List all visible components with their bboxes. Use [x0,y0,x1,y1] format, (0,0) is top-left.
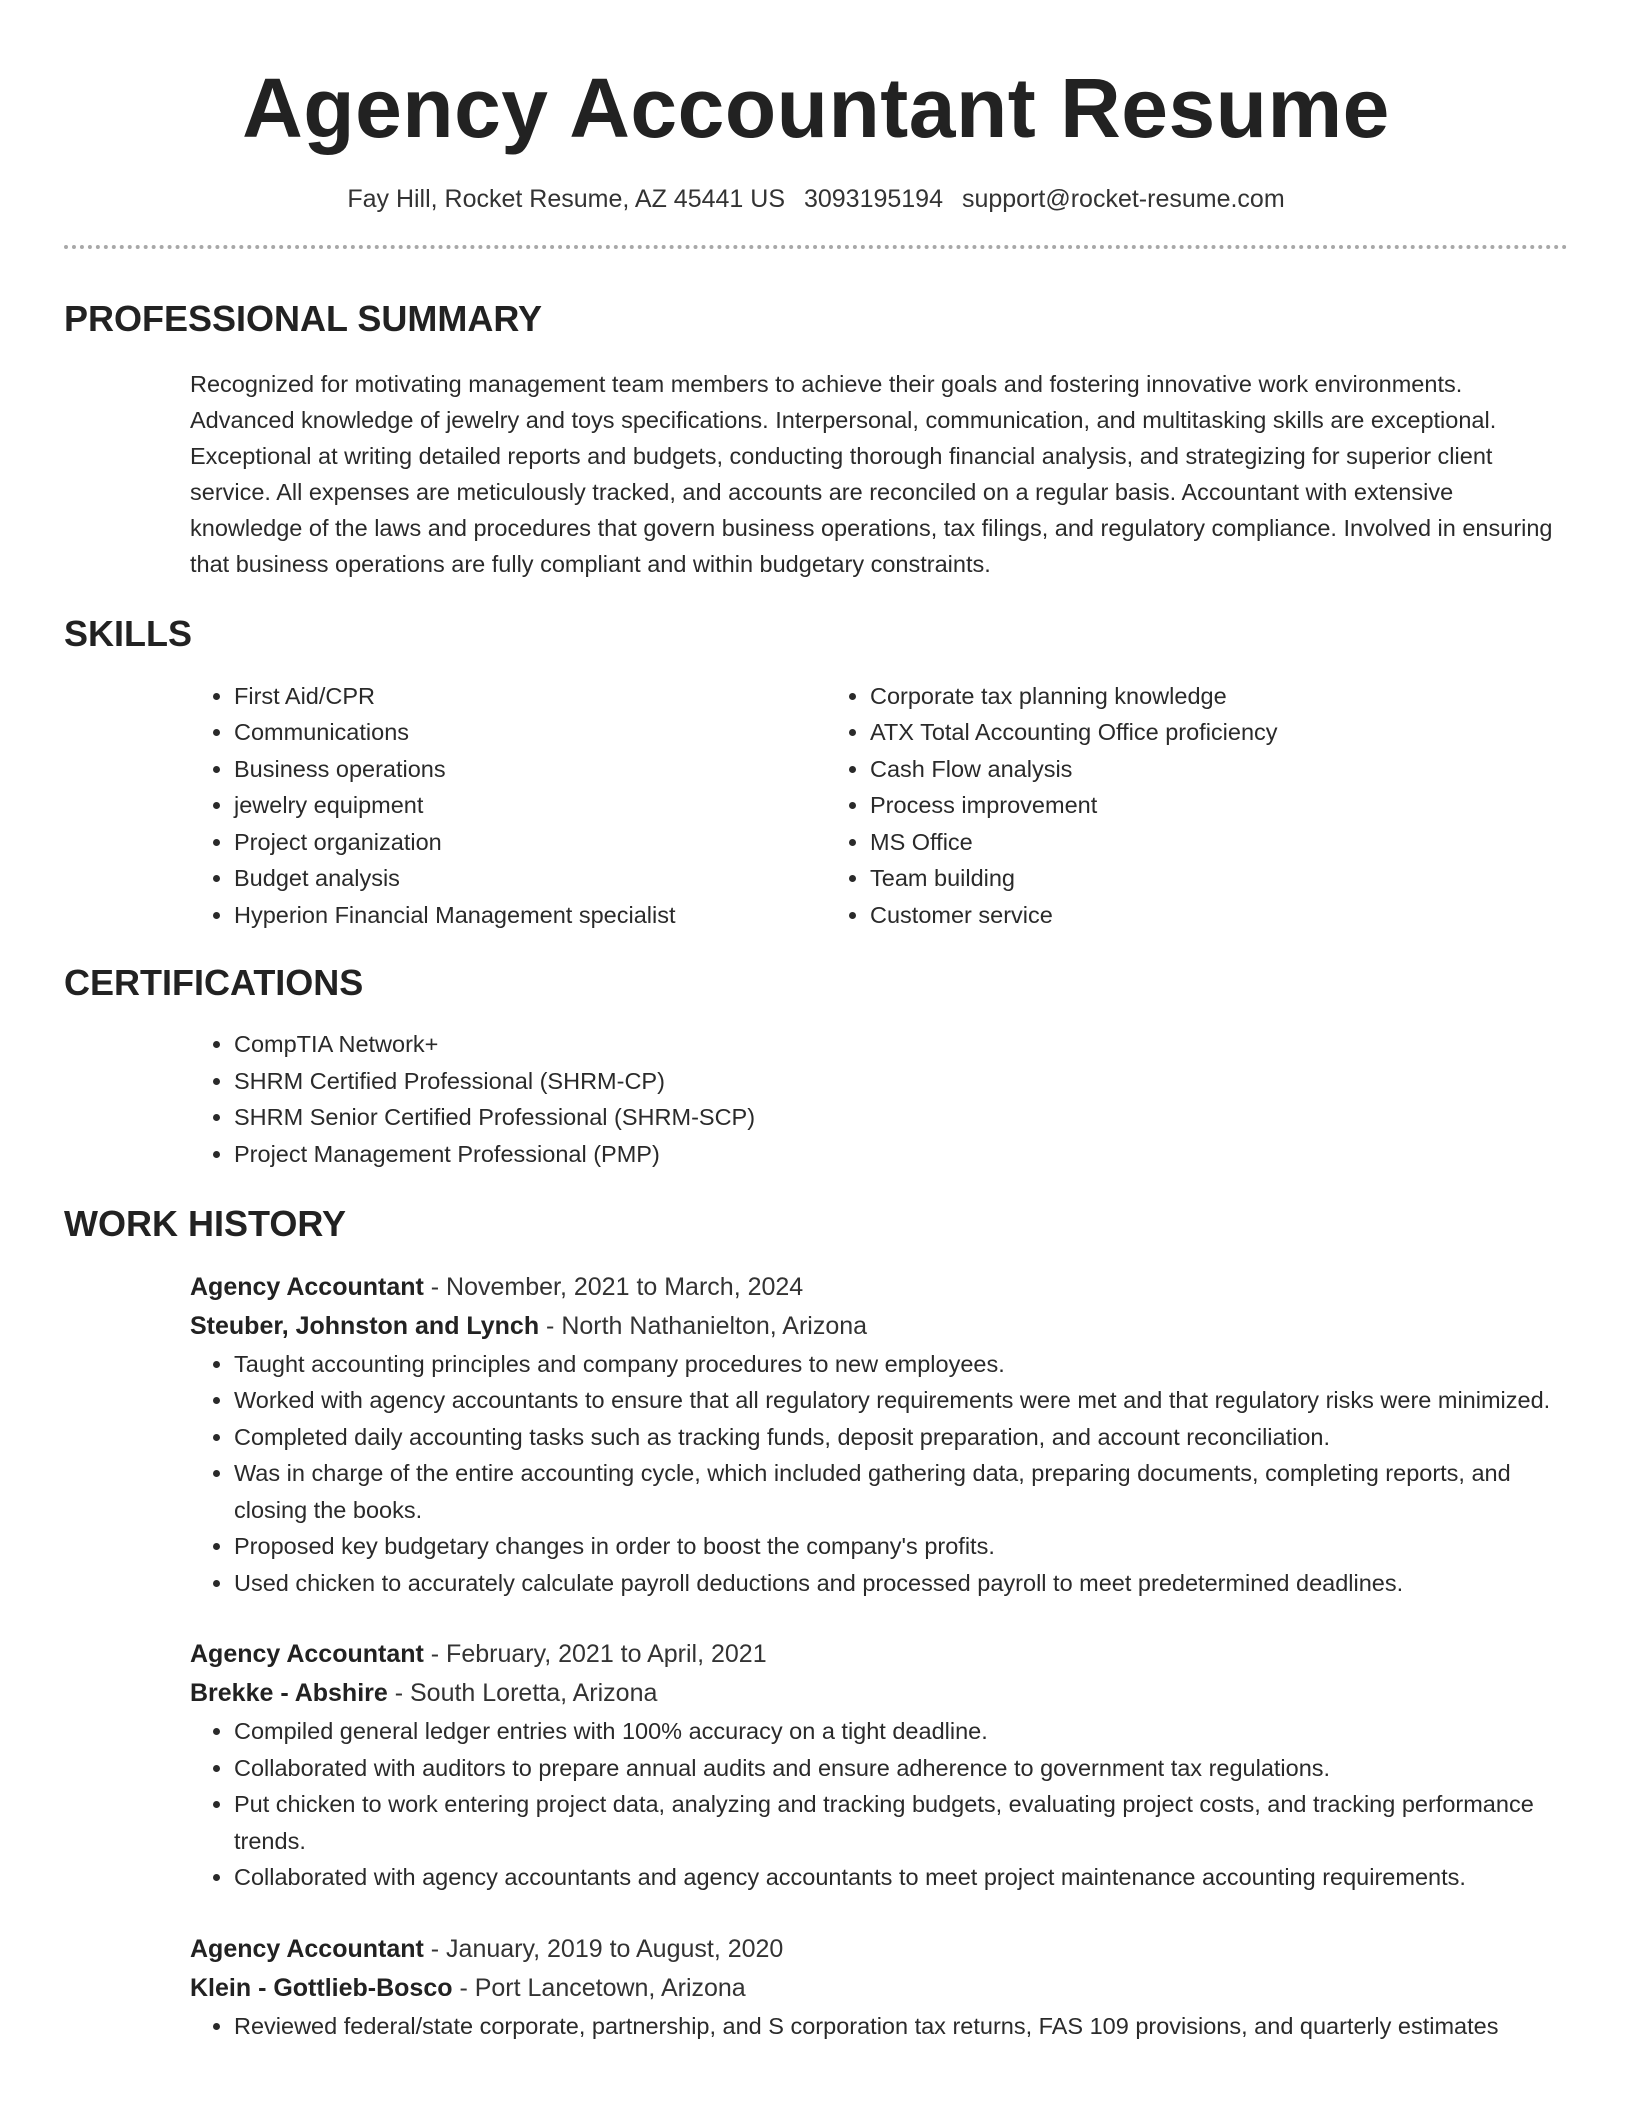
list-item: • ATX Total Accounting Office proficiency [870,714,1462,751]
job-bullets [190,1346,1568,1602]
certifications-section [64,961,1568,1172]
skills-section [64,612,1568,933]
list-item: • Communications [234,714,826,751]
job-title: Agency Accountant [190,1934,424,1963]
job-title-line [190,1635,1568,1674]
skills-right-list [826,678,1462,934]
job-dates: - January, 2019 to August, 2020 [423,1934,784,1963]
header-divider [64,245,1568,249]
list-item: • Project organization [234,824,826,861]
job-title-line [190,1930,1568,1969]
job-dates: - February, 2021 to April, 2021 [423,1640,767,1669]
skills-heading: SKILLS [64,613,193,655]
list-item: • Hyperion Financial Management specialist [234,897,826,934]
job-company: Klein - Gottlieb-Bosco [190,1973,453,2002]
summary-heading: PROFESSIONAL SUMMARY [64,298,543,340]
job-company-line [190,1674,1568,1713]
list-item: • Compiled general ledger entries with 100% accuracy on a tight deadline. [234,1713,1568,1750]
list-item: • SHRM Senior Certified Professional (SHRM-SCP) [234,1099,1568,1136]
list-item: • Put chicken to work entering project data, analyzing and tracking budgets, evaluating project costs, and tracking performance trends. [234,1786,1568,1859]
list-item: • SHRM Certified Professional (SHRM-CP) [234,1063,1568,1100]
list-item: • Proposed key budgetary changes in order to boost the company's profits. [234,1528,1568,1565]
job-location: - Port Lancetown, Arizona [452,1973,746,2002]
job-entry [190,1268,1568,1602]
job-title: Agency Accountant [190,1272,424,1301]
summary-text: Recognized for motivating management team members to achieve their goals and fostering innovative work environments. Advanced knowledge of jewelry and toys specifications. Interpersonal, communication, and multitasking skills are exceptional. Exceptional at writing detailed reports and budgets, conducting thorough financial analysis, and strategizing for superior client service. All expenses are meticulously tracked, and accounts are reconciled on a regular basis. Accountant with extensive knowledge of the laws and procedures that govern business operations, tax filings, and regulatory compliance. Involved in ensuring that business operations are fully compliant and within budgetary constraints. [190,371,1553,578]
summary-section [64,297,1568,582]
list-item: • Collaborated with agency accountants and agency accountants to meet project maintenance accounting requirements. [234,1859,1568,1896]
job-company: Brekke - Abshire [190,1679,388,1708]
list-item: • Used chicken to accurately calculate payroll deductions and processed payroll to meet predetermined deadlines. [234,1565,1568,1602]
job-entry [190,1930,1568,2045]
job-dates: - November, 2021 to March, 2024 [423,1272,804,1301]
list-item: • Process improvement [870,787,1462,824]
resume-title: Agency Accountant Resume [242,61,1390,155]
skills-left-list [190,678,826,934]
list-item: • Project Management Professional (PMP) [234,1136,1568,1173]
job-location: - North Nathanielton, Arizona [539,1311,868,1340]
job-entry [190,1635,1568,1896]
list-item: • Was in charge of the entire accounting cycle, which included gathering data, preparing documents, completing reports, and closing the books. [234,1455,1568,1528]
job-company: Steuber, Johnston and Lynch [190,1311,540,1340]
list-item: • Corporate tax planning knowledge [870,678,1462,715]
list-item: • Business operations [234,751,826,788]
work-history-heading: WORK HISTORY [64,1203,347,1245]
certifications-list [190,1026,1568,1172]
list-item: • Cash Flow analysis [870,751,1462,788]
job-title-line [190,1268,1568,1307]
job-bullets [190,1713,1568,1896]
contact-address: Fay Hill, Rocket Resume, AZ 45441 US [347,184,785,213]
certifications-heading: CERTIFICATIONS [64,962,364,1004]
list-item: • First Aid/CPR [234,678,826,715]
job-company-line [190,1969,1568,2008]
list-item: • Worked with agency accountants to ensure that all regulatory requirements were met and that regulatory risks were minimized. [234,1382,1568,1419]
job-bullets [190,2008,1568,2045]
list-item: • MS Office [870,824,1462,861]
job-company-line [190,1307,1568,1346]
contact-email: support@rocket-resume.com [961,184,1285,213]
list-item: • Completed daily accounting tasks such as tracking funds, deposit preparation, and account reconciliation. [234,1419,1568,1456]
list-item: • Taught accounting principles and company procedures to new employees. [234,1346,1568,1383]
list-item: • Budget analysis [234,860,826,897]
skills-columns [190,678,1568,934]
job-location: - South Loretta, Arizona [387,1679,658,1708]
contact-line [64,183,1568,216]
list-item: • Customer service [870,897,1462,934]
job-title: Agency Accountant [190,1640,424,1669]
list-item: • CompTIA Network+ [234,1026,1568,1063]
list-item: • Reviewed federal/state corporate, partnership, and S corporation tax returns, FAS 109 provisions, and quarterly estimates [234,2008,1568,2045]
work-history-section [64,1202,1568,2044]
list-item: • Collaborated with auditors to prepare annual audits and ensure adherence to government tax regulations. [234,1750,1568,1787]
list-item: • jewelry equipment [234,787,826,824]
contact-phone: 3093195194 [803,184,943,213]
list-item: • Team building [870,860,1462,897]
